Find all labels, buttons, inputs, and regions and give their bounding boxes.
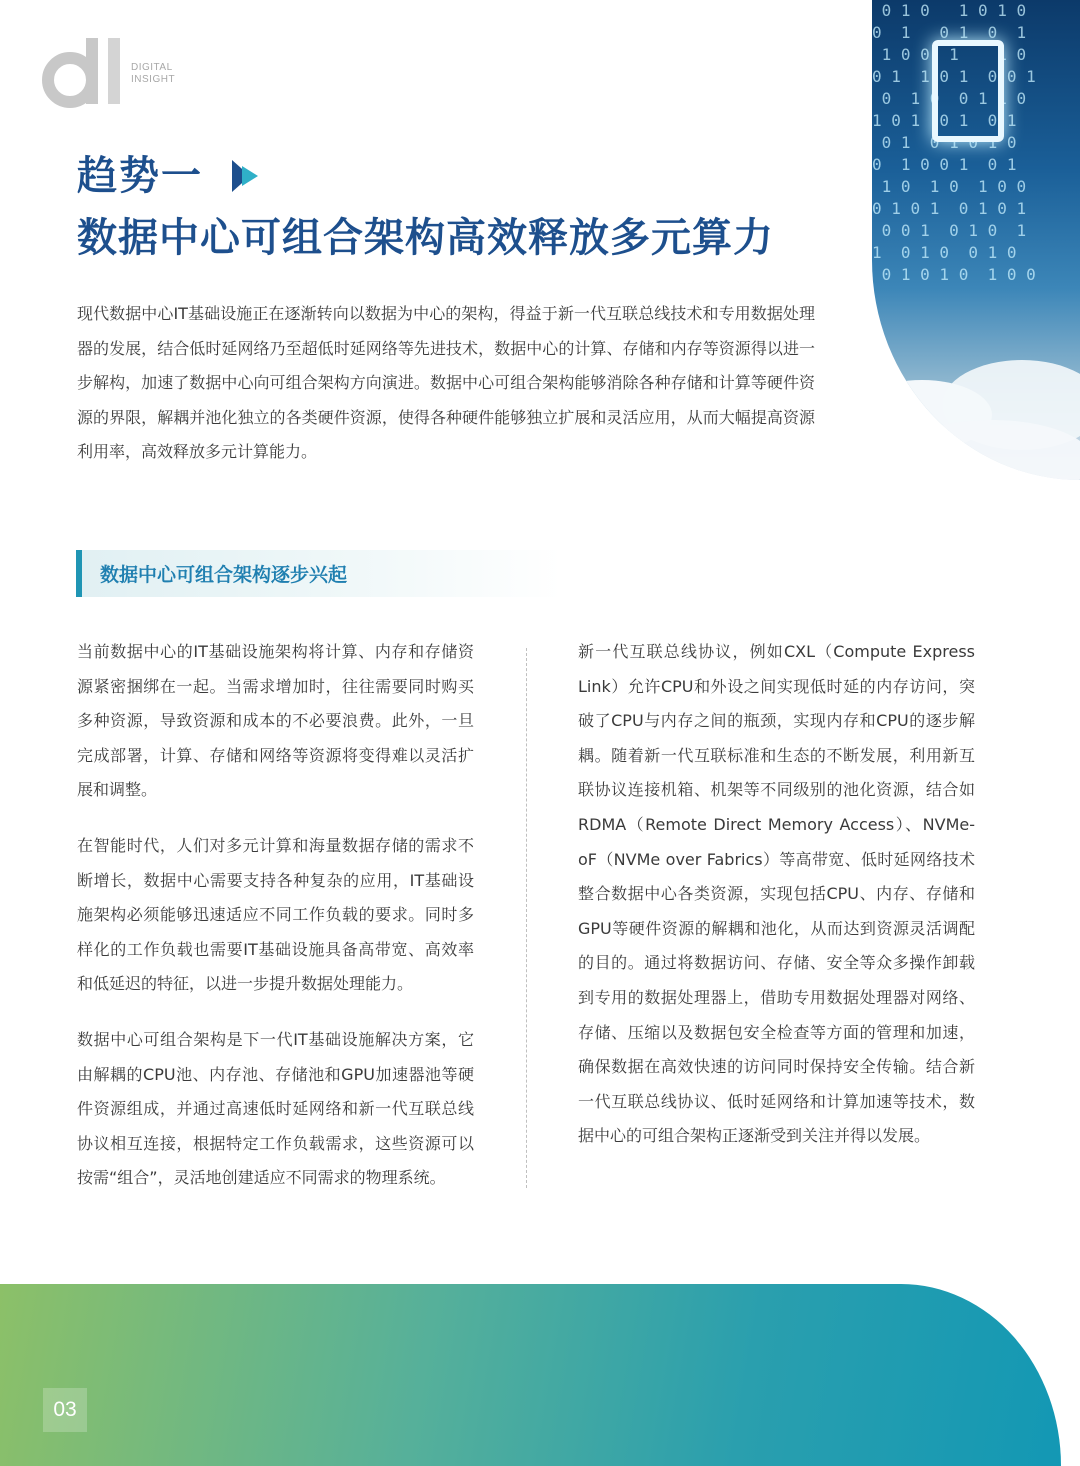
logo-line-2: INSIGHT [131, 74, 176, 85]
section-heading [76, 550, 562, 597]
page-title: 数据中心可组合架构高效释放多元算力 [77, 215, 774, 261]
page-number: 03 [43, 1388, 87, 1432]
left-column [77, 635, 474, 1217]
intro-paragraph: 现代数据中心IT基础设施正在逐渐转向以数据为中心的架构，得益于新一代互联总线技术和专用数据处理器的发展，结合低时延网络乃至超低时延网络等先进技术，数据中心的计算、存储和内存等资源得以进一步解构，加速了数据中心向可组合架构方向演进。数据中心可组合架构能够消除各种存储和计算等硬件资源的界限，解耦并池化独立的各类硬件资源，使得各种硬件能够独立扩展和灵活应用，从而大幅提高资源利用率，高效释放多元计算能力。 [77, 304, 815, 462]
logo-text [131, 62, 175, 86]
paragraph: 当前数据中心的IT基础设施架构将计算、内存和存储资源紧密捆绑在一起。当需求增加时，往往需要同时购买多种资源，导致资源和成本的不必要浪费。此外，一旦完成部署，计算、存储和网络等资源将变得难以灵活扩展和调整。 [77, 642, 474, 800]
paragraph: 在智能时代，人们对多元计算和海量数据存储的需求不断增长，数据中心需要支持各种复杂的应用，IT基础设施架构必须能够迅速适应不同工作负载的要求。同时多样化的工作负载也需要IT基础设施具备高带宽、高效率和低延迟的特征，以进一步提升数据处理能力。 [77, 835, 474, 994]
logo [42, 32, 182, 112]
paragraph: 新一代互联总线协议，例如CXL（Compute Express Link）允许CPU和外设之间实现低时延的内存访问，突破了CPU与内存之间的瓶颈，实现内存和CPU的逐步解耦。随着新一代互联标准和生态的不断发展，利用新互联协议连接机箱、机架等不同级别的池化资源，结合如RDMA（Remote Direct Memory Access）、NVMe-oF（NVMe over Fabrics）等高带宽、低时延网络技术整合数据中心各类资源，实现包括CPU、内存、存储和GPU等硬件资源的解耦和池化，从而达到资源灵活调配的目的。通过将数据访问、存储、安全等众多操作卸载到专用的数据处理器上，借助专用数据处理器对网络、存储、压缩以及数据包安全检查等方面的管理和加速，确保数据在高效快速的访问同时保持安全传输。结合新一代互联总线协议、低时延网络和计算加速等技术，数据中心的可组合架构正逐渐受到关注并得以发展。 [578, 642, 975, 1146]
logo-line-1: DIGITAL [131, 62, 173, 73]
section-heading-text: 数据中心可组合架构逐步兴起 [100, 564, 348, 586]
column-divider [526, 648, 527, 1188]
double-chevron-right-icon [230, 158, 260, 194]
paragraph: 数据中心可组合架构是下一代IT基础设施解决方案，它由解耦的CPU池、内存池、存储池和GPU加速器池等硬件资源组成，并通过高速低时延网络和新一代互联总线协议相互连接，根据特定工作负载需求，这些资源可以按需“组合”，灵活地创建适应不同需求的物理系统。 [77, 1029, 474, 1188]
logo-mark-icon [42, 32, 130, 108]
footer-band [0, 1284, 1061, 1466]
glowing-zero-decoration [932, 40, 1004, 142]
data-stream-decoration: 0 1 0 1 0 1 0 0 1 0 1 0 1 1 0 0 1 1 0 0 1 1 0 1 0 0 1 0 1 0 0 1 1 0 1 0 1 0 1 0 1 0 1 0 1 0 1 0 0 1 0 0 1 0 1 1 0 1 0 1 0 0 0 1 0 1 0 1 0 1 0 0 1 0 1 0 1 1 0 1 0 0 1 0 0 1 0 1 0 1 0 0 [872, 1, 1036, 284]
trend-label: 趋势一 [77, 153, 203, 199]
right-column [578, 635, 975, 1154]
hero-image [872, 0, 1080, 480]
